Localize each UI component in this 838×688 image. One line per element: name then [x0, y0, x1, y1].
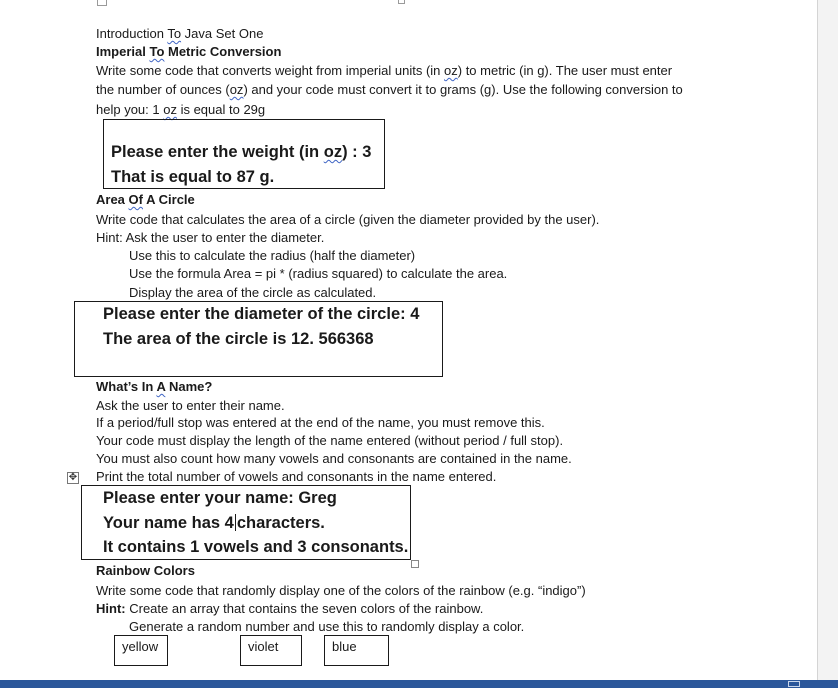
paragraph-line: If a period/full stop was entered at the end of the name, you must remove this.	[96, 415, 545, 430]
sample-color-box: yellow	[114, 635, 168, 666]
example-output-line: Your name has 4 characters.	[103, 514, 325, 532]
paragraph-line: Write code that calculates the area of a circle (given the diameter provided by the user).	[96, 212, 600, 227]
section-heading-rainbow: Rainbow Colors	[96, 563, 195, 578]
table-resize-handle[interactable]	[411, 560, 419, 568]
example-output-line: Please enter your name: Greg	[103, 489, 337, 507]
example-output-line: Please enter the weight (in oz) : 3	[111, 143, 372, 161]
hint-text: Create an array that contains the seven colors of the rainbow.	[129, 601, 484, 616]
hint-label: Hint:	[96, 601, 126, 616]
section-heading-circle: Area Of A Circle	[96, 192, 195, 207]
document-title: Introduction To Java Set One	[96, 26, 264, 41]
example-output-line: The area of the circle is 12. 566368	[103, 330, 374, 348]
view-mode-icon[interactable]	[788, 681, 800, 687]
example-output-line: It contains 1 vowels and 3 consonants.	[103, 538, 409, 556]
paragraph-line: Ask the user to enter their name.	[96, 398, 285, 413]
sample-color-box: violet	[240, 635, 302, 666]
indented-line: Generate a random number and use this to randomly display a color.	[129, 619, 525, 634]
paragraph-line: the number of ounces (oz) and your code must convert it to grams (g). Use the following conversion to	[96, 82, 683, 97]
sample-color-box: blue	[324, 635, 389, 666]
example-output-line: Please enter the diameter of the circle: 4	[103, 305, 420, 323]
ruler-tab-mark	[398, 0, 405, 4]
section-heading-imperial: Imperial To Metric Conversion	[96, 44, 282, 59]
scroll-gutter[interactable]	[818, 0, 838, 680]
example-output-line: That is equal to 87 g.	[111, 168, 275, 186]
text-cursor	[235, 514, 236, 531]
indented-line: Display the area of the circle as calculated.	[129, 285, 377, 300]
indented-line: Use this to calculate the radius (half the diameter)	[129, 248, 416, 263]
indented-line: Use the formula Area = pi * (radius squared) to calculate the area.	[129, 266, 508, 281]
section-heading-name: What’s In A Name?	[96, 379, 213, 394]
table-move-handle[interactable]: ✥	[68, 472, 78, 483]
paragraph-line: You must also count how many vowels and consonants are contained in the name.	[96, 451, 572, 466]
paragraph-line: help you: 1 oz is equal to 29g	[96, 102, 266, 117]
hint-line	[96, 600, 483, 617]
paragraph-line: Write some code that randomly display one of the colors of the rainbow (e.g. “indigo”)	[96, 583, 586, 598]
paragraph-line: Write some code that converts weight from imperial units (in oz) to metric (in g). The user must enter	[96, 63, 673, 78]
paragraph-line: Print the total number of vowels and consonants in the name entered.	[96, 469, 497, 484]
page-corner-mark	[97, 0, 107, 6]
paragraph-line: Hint: Ask the user to enter the diameter.	[96, 230, 325, 245]
paragraph-line: Your code must display the length of the name entered (without period / full stop).	[96, 433, 564, 448]
status-bar	[0, 680, 838, 688]
